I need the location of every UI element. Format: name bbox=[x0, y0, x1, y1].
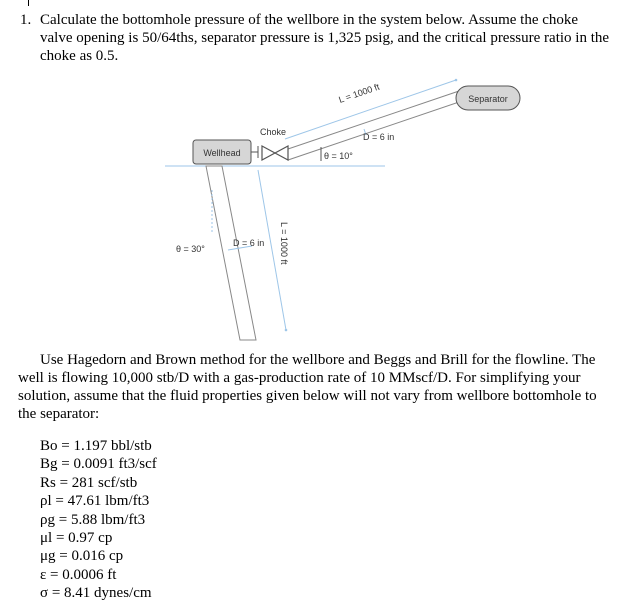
well-diameter-label: D = 6 in bbox=[233, 238, 265, 248]
flowline-length-label: L = 1000 ft bbox=[337, 81, 381, 105]
well-length-label: L = 1000 ft bbox=[279, 222, 289, 265]
flowline-diameter-label: D = 6 in bbox=[363, 132, 395, 142]
fluid-properties-list bbox=[40, 437, 157, 603]
property-bo: Bo = 1.197 bbl/stb bbox=[40, 438, 152, 454]
wellbore-diagram bbox=[0, 70, 620, 350]
choke-valve-icon bbox=[262, 146, 288, 160]
problem-number: 1. bbox=[20, 12, 32, 28]
separator-label: Separator bbox=[468, 94, 508, 104]
wellhead-label: Wellhead bbox=[203, 148, 241, 158]
problem-text: Calculate the bottomhole pressure of the wellbore in the system below. Assume the choke valve opening is 50/64ths, separator pressure is 1,325 psig, and the critical pressure ratio in the choke as 0.5. bbox=[40, 12, 610, 64]
property-mu-g: μg = 0.016 cp bbox=[40, 548, 124, 565]
property-rs: Rs = 281 scf/stb bbox=[40, 474, 138, 491]
flowline-angle-label: θ = 10° bbox=[324, 151, 353, 161]
property-epsilon: ε = 0.0006 ft bbox=[40, 566, 117, 583]
property-mu-l: μl = 0.97 cp bbox=[40, 530, 113, 547]
choke-label: Choke bbox=[260, 127, 287, 137]
page-edge-mark bbox=[28, 0, 29, 6]
property-bg: Bg = 0.0091 ft3/scf bbox=[40, 456, 157, 473]
property-sigma: σ = 8.41 dynes/cm bbox=[40, 585, 152, 602]
property-rho-g: ρg = 5.88 lbm/ft3 bbox=[40, 511, 146, 528]
well-angle-label: θ = 30° bbox=[176, 244, 205, 254]
property-rho-l: ρl = 47.61 lbm/ft3 bbox=[40, 493, 150, 510]
flowline-pipe bbox=[288, 90, 462, 160]
instructions-paragraph: Use Hagedorn and Brown method for the wellbore and Beggs and Brill for the flowline. The well is flowing 10,000 stb/D with a gas-production rate of 10 MMscf/D. For simplifying your solution, assume that the fluid properties given below will not vary from wellbore bottomhole to the separator: bbox=[18, 352, 597, 422]
problem-statement bbox=[20, 11, 610, 65]
wellbore-pipe bbox=[206, 166, 256, 340]
